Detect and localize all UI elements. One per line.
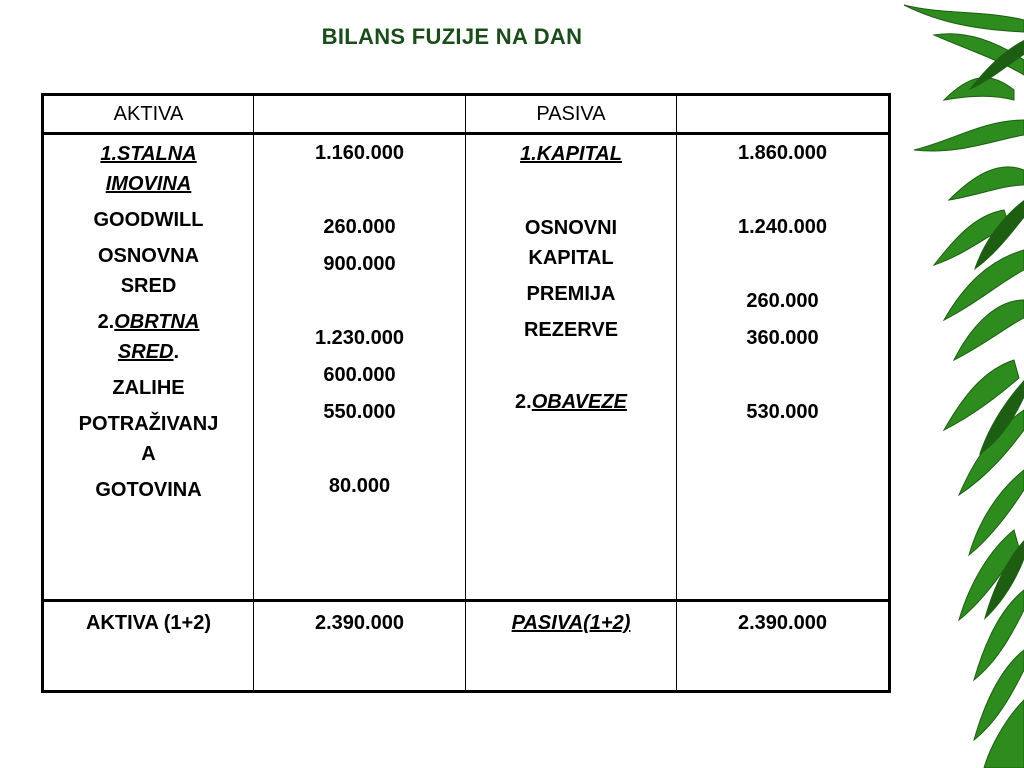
page-title: BILANS FUZIJE NA DAN — [321, 24, 583, 49]
total-pasiva-label-cell — [466, 601, 677, 692]
gotovina-label: GOTOVINA — [95, 479, 202, 501]
blank-line — [260, 172, 459, 209]
kapital-heading: 1.KAPITAL — [520, 143, 622, 165]
blank-line — [260, 431, 459, 468]
stalna-imovina-heading-2: IMOVINA — [105, 173, 192, 195]
value-kapital: 1.860.000 — [738, 142, 827, 164]
value-osnovni-kapital: 1.240.000 — [738, 216, 827, 238]
osnovna-sred-label-2: SRED — [120, 275, 177, 297]
stalna-imovina-heading-1: 1.STALNA — [100, 143, 197, 165]
potrazivanja-label-2: A — [141, 443, 156, 465]
osnovna-sred-label-1: OSNOVNA — [97, 245, 200, 267]
value-zalihe: 600.000 — [323, 364, 396, 386]
blank-line — [683, 246, 882, 283]
aktiva-labels-cell — [43, 134, 254, 601]
pasiva-values-cell — [677, 134, 890, 601]
blank-line — [260, 283, 459, 320]
rezerve-label: REZERVE — [523, 319, 619, 341]
value-potrazivanja: 550.000 — [323, 401, 396, 423]
blank-line — [683, 357, 882, 394]
table-body-row — [43, 134, 890, 601]
premija-label: PREMIJA — [526, 283, 616, 305]
header-empty-1 — [254, 95, 466, 134]
blank-line — [472, 345, 670, 375]
potrazivanja-label-1: POTRAŽIVANJ — [78, 413, 219, 435]
blank-line — [683, 172, 882, 209]
zalihe-label: ZALIHE — [112, 377, 185, 399]
balance-sheet-table — [41, 93, 891, 693]
value-osnovna-sred: 900.000 — [323, 253, 396, 275]
table-total-row — [43, 601, 890, 692]
total-aktiva-value: 2.390.000 — [254, 601, 466, 692]
bamboo-leaves-icon — [874, 0, 1024, 768]
osnovni-kapital-label-2: KAPITAL — [528, 247, 614, 269]
osnovni-kapital-label-1: OSNOVNI — [524, 217, 618, 239]
value-obrtna-sred: 1.230.000 — [315, 327, 404, 349]
header-empty-2 — [677, 95, 890, 134]
total-aktiva-label: AKTIVA (1+2) — [43, 601, 254, 692]
value-obaveze: 530.000 — [746, 401, 819, 423]
blank-line — [472, 169, 670, 199]
header-pasiva: PASIVA — [466, 95, 677, 134]
value-goodwill: 260.000 — [323, 216, 396, 238]
obrtna-sred-heading-2: SRED. — [117, 341, 180, 363]
value-rezerve: 360.000 — [746, 327, 819, 349]
header-aktiva: AKTIVA — [43, 95, 254, 134]
value-gotovina: 80.000 — [328, 475, 391, 497]
obaveze-heading: 2.OBAVEZE — [515, 391, 627, 413]
value-stalna-imovina: 1.160.000 — [315, 142, 404, 164]
pasiva-labels-cell — [466, 134, 677, 601]
table-header-row — [43, 95, 890, 134]
total-pasiva-label: PASIVA(1+2) — [511, 612, 631, 634]
obrtna-sred-heading-1: 2.OBRTNA — [97, 311, 200, 333]
goodwill-label: GOODWILL — [93, 209, 204, 231]
value-premija: 260.000 — [746, 290, 819, 312]
total-pasiva-value: 2.390.000 — [677, 601, 890, 692]
aktiva-values-cell — [254, 134, 466, 601]
